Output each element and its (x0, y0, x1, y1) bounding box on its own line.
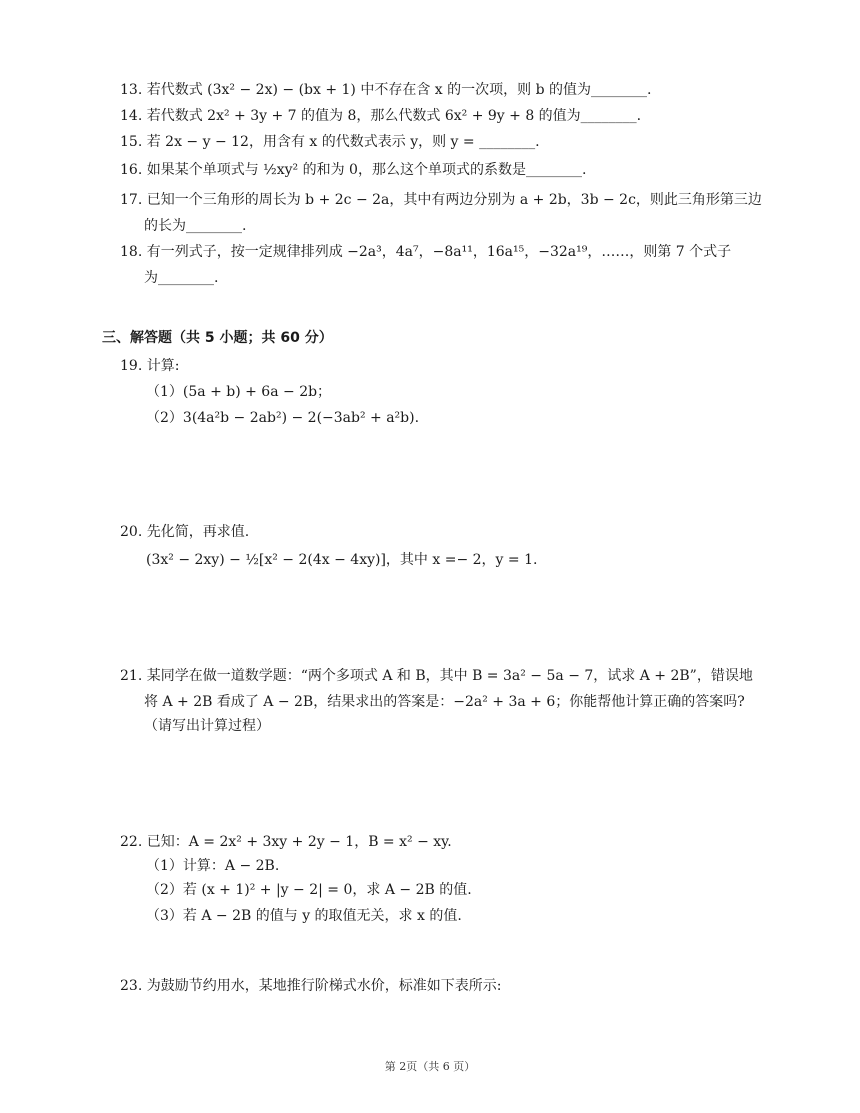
question-21-line-1: 21. 某同学在做一道数学题：“两个多项式 A 和 B，其中 B = 3a² − 5a − 7，试求 A + 2B”，错误地 (120, 668, 753, 684)
question-22-title: 22. 已知：A = 2x² + 3xy + 2y − 1，B = x² − xy. (120, 834, 452, 850)
section-heading: 三、解答题（共 5 小题；共 60 分） (102, 330, 333, 346)
question-21-line-2: 将 A + 2B 看成了 A − 2B，结果求出的答案是：−2a² + 3a + 6；你能帮他计算正确的答案吗? (144, 694, 745, 710)
question-18-line-1: 18. 有一列式子，按一定规律排列成 −2a³，4a⁷，−8a¹¹，16a¹⁵，−32a¹⁹，……，则第 7 个式子 (120, 244, 732, 260)
question-20-title: 20. 先化简，再求值. (120, 524, 250, 540)
question-20-expression: (3x² − 2xy) − ½[x² − 2(4x − 4xy)]，其中 x =− 2，y = 1. (146, 552, 538, 568)
question-23-title: 23. 为鼓励节约用水，某地推行阶梯式水价，标准如下表所示: (120, 978, 502, 994)
question-16: 16. 如果某个单项式与 ½xy² 的和为 0，那么这个单项式的系数是________. (120, 162, 587, 178)
question-13: 13. 若代数式 (3x² − 2x) − (bx + 1) 中不存在含 x 的一次项，则 b 的值为________. (120, 82, 652, 98)
question-22-part-1: （1）计算：A − 2B. (146, 858, 280, 874)
question-14: 14. 若代数式 2x² + 3y + 7 的值为 8，那么代数式 6x² + 9y + 8 的值为________. (120, 108, 642, 124)
question-19-title: 19. 计算: (120, 358, 180, 374)
page-footer: 第 2页（共 6 页） (384, 1060, 476, 1073)
question-18-line-2: 为________. (144, 270, 219, 286)
question-15: 15. 若 2x − y − 12，用含有 x 的代数式表示 y，则 y = ________. (120, 134, 540, 150)
question-22-part-2: （2）若 (x + 1)² + |y − 2| = 0，求 A − 2B 的值. (146, 882, 472, 898)
question-22-part-3: （3）若 A − 2B 的值与 y 的取值无关，求 x 的值. (146, 908, 462, 924)
question-21-line-3: （请写出计算过程） (144, 718, 270, 734)
question-17-line-2: 的长为________. (144, 218, 247, 234)
question-17-line-1: 17. 已知一个三角形的周长为 b + 2c − 2a，其中有两边分别为 a + 2b，3b − 2c，则此三角形第三边 (120, 192, 762, 208)
question-19-part-2: （2）3(4a²b − 2ab²) − 2(−3ab² + a²b). (146, 410, 420, 426)
question-19-part-1: （1）(5a + b) + 6a − 2b； (146, 384, 332, 400)
